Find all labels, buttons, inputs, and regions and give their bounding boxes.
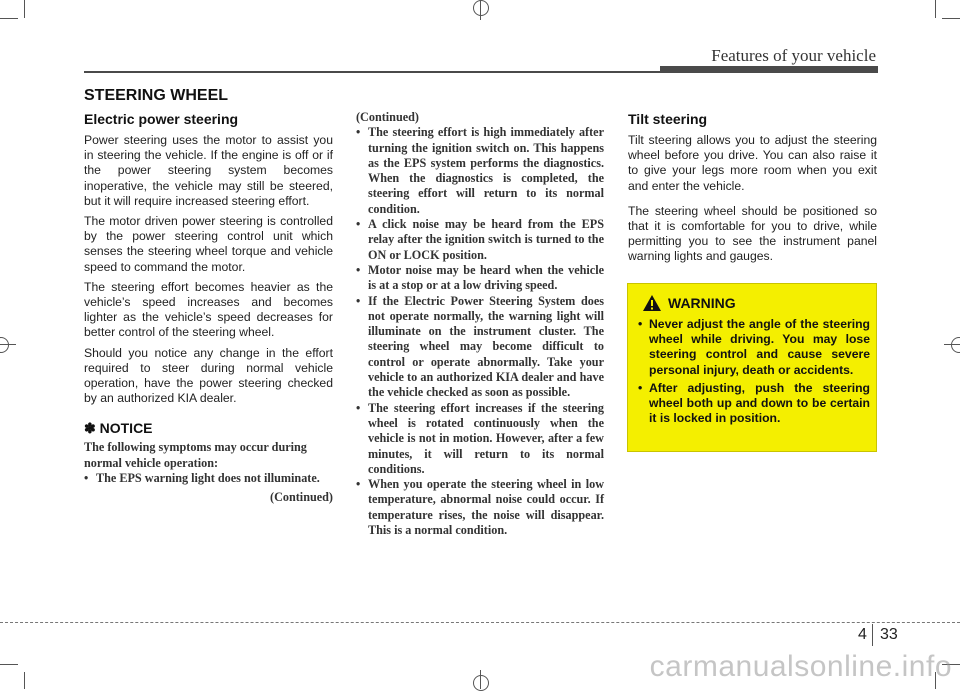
warning-triangle-icon <box>642 294 662 312</box>
warning-box <box>627 283 877 452</box>
paragraph: Tilt steering allows you to adjust the steering wheel before you drive. You can also raise it to give your legs more room when you exit and enter the vehicle. <box>628 133 877 193</box>
column-middle <box>356 110 604 538</box>
warning-list <box>638 317 870 429</box>
electric-power-steering-heading: Electric power steering <box>84 111 239 127</box>
warning-item: • After adjusting, push the steering wheel both up and down to be certain it is locked in position. <box>638 381 870 427</box>
warning-title: WARNING <box>668 295 736 311</box>
crop-mark <box>0 18 18 19</box>
warning-item: • Never adjust the angle of the steering wheel while driving. You may lose steering control and cause severe personal injury, death or accidents. <box>638 317 870 378</box>
page-header-title: Features of your vehicle <box>711 46 876 65</box>
notice-bullet: • When you operate the steering wheel in low temperature, abnormal noise could occur. If temperature rises, the noise will disappear. This is a normal condition. <box>356 477 604 538</box>
notice-icon: ✽ <box>84 420 96 437</box>
crop-mark <box>935 0 936 18</box>
registration-mark-icon <box>951 337 960 353</box>
page-number: 33 <box>880 626 898 643</box>
registration-mark-icon <box>0 337 9 353</box>
crop-mark <box>24 672 25 689</box>
notice-intro: The following symptoms may occur during normal vehicle operation: <box>84 440 307 470</box>
notice-bullet: • The EPS warning light does not illuminate. <box>84 471 333 486</box>
footer-rule <box>0 622 960 623</box>
paragraph: Power steering uses the motor to assist you in steering the vehicle. If the engine is off or if the power steering system becomes inoperative, the vehicle may still be steered, but it will require increased steering effort. <box>84 133 333 208</box>
crop-mark <box>944 344 960 345</box>
notice-bullet: • Motor noise may be heard when the vehicle is at a stop or at a low driving speed. <box>356 263 604 294</box>
notice-bullet: • A click noise may be heard from the EPS relay after the ignition switch is turned to the ON or LOCK position. <box>356 217 604 263</box>
crop-mark <box>24 0 25 18</box>
crop-mark <box>480 670 481 689</box>
notice-bullet: • The steering effort increases if the steering wheel is rotated continuously when the vehicle is not in motion. However, after a few minutes, it will return to its normal conditions. <box>356 401 604 477</box>
watermark: carmanualsonline.info <box>649 650 952 683</box>
section-number: 4 <box>858 626 867 643</box>
notice-bullet: • If the Electric Power Steering System does not operate normally, the warning light will illuminate on the instrument cluster. The steering wheel may become difficult to control or operate abnormally. Take your vehicle to an authorized KIA dealer and have the vehicle checked as soon as possible. <box>356 294 604 401</box>
section-title: STEERING WHEEL <box>84 87 229 104</box>
continued-label: (Continued) <box>270 490 333 505</box>
notice-bullet: • The steering effort is high immediately after turning the ignition switch on. This happens as the EPS system performs the diagnostics. When the diagnostics is completed, the steering effort will return to its normal condition. <box>356 125 604 217</box>
paragraph: Should you notice any change in the effort required to steer during normal vehicle operation, have the power steering checked by an authorized KIA dealer. <box>84 345 333 406</box>
paragraph: The steering effort becomes heavier as the vehicle’s speed increases and becomes lighter as the vehicle’s speed decreases for better control of the steering wheel. <box>84 279 333 340</box>
paragraph: The motor driven power steering is controlled by the power steering control unit which senses the steering wheel torque and vehicle speed to command the motor. <box>84 214 333 274</box>
notice-title: NOTICE <box>99 420 153 437</box>
header-accent-bar <box>660 66 878 72</box>
crop-mark <box>942 18 960 19</box>
registration-mark-icon <box>473 0 489 16</box>
notice-heading <box>84 420 333 437</box>
paragraph: The steering wheel should be positioned so that it is comfortable for you to drive, while permitting you to see the instrument panel warning lights and gauges. <box>628 203 877 264</box>
column-right <box>628 111 877 270</box>
tilt-steering-heading: Tilt steering <box>628 111 708 127</box>
crop-mark <box>0 344 16 345</box>
crop-mark <box>0 664 18 665</box>
page-number-divider <box>872 624 873 646</box>
column-left <box>84 111 333 506</box>
crop-mark <box>480 0 481 20</box>
continued-heading: (Continued) <box>356 110 419 124</box>
